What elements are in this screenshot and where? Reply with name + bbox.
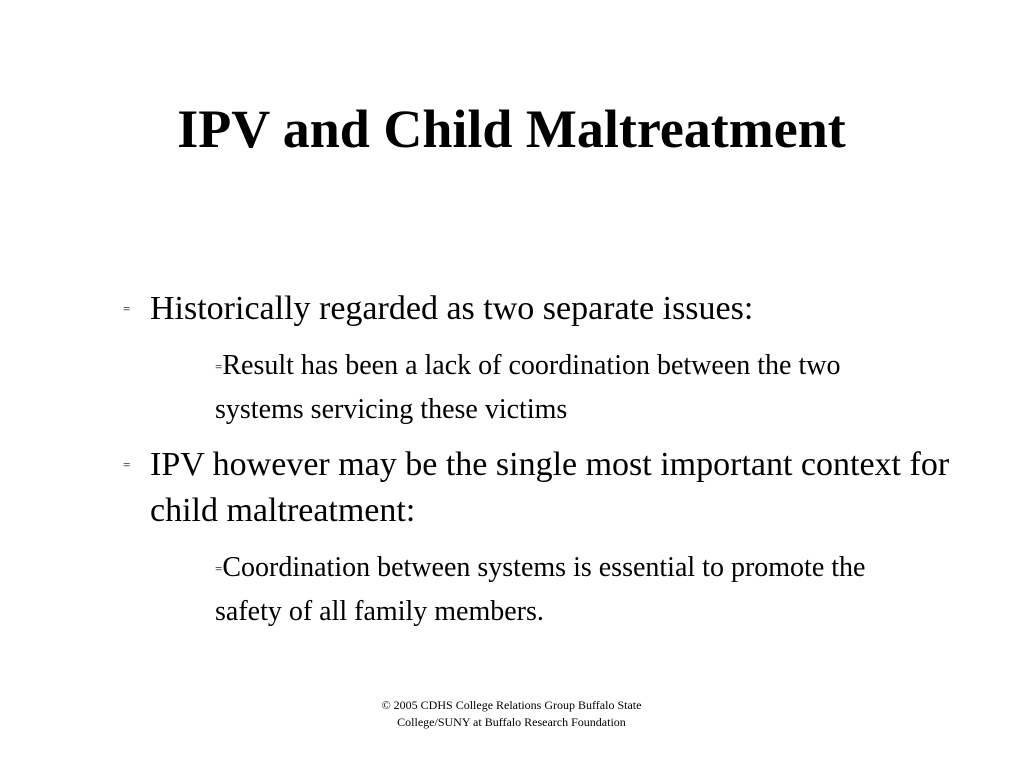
- bullet-item: [123, 286, 950, 332]
- bullet-text: Historically regarded as two separate issues:: [150, 290, 754, 327]
- footer-line: © 2005 CDHS College Relations Group Buffalo State: [381, 698, 642, 712]
- footer-line: College/SUNY at Buffalo Research Foundation: [397, 715, 626, 729]
- bullet-list: [0, 286, 1023, 633]
- bullet-marker-icon: =: [123, 457, 131, 472]
- sub-bullet-marker-icon: =: [215, 359, 223, 374]
- sub-bullet-text: Coordination between systems is essential to promote the safety of all family members.: [215, 552, 866, 627]
- slide-title: IPV and Child Maltreatment: [177, 99, 846, 159]
- copyright-footer: [0, 697, 1023, 731]
- sub-bullet-item: [215, 546, 935, 633]
- sub-bullet-item: [215, 344, 935, 431]
- sub-bullet-text: Result has been a lack of coordination between the two systems servicing these victims: [215, 350, 841, 425]
- bullet-item: [123, 442, 950, 534]
- bullet-marker-icon: =: [123, 301, 131, 316]
- sub-bullet-marker-icon: =: [215, 561, 223, 576]
- bullet-text: IPV however may be the single most important context for child maltreatment:: [150, 446, 950, 529]
